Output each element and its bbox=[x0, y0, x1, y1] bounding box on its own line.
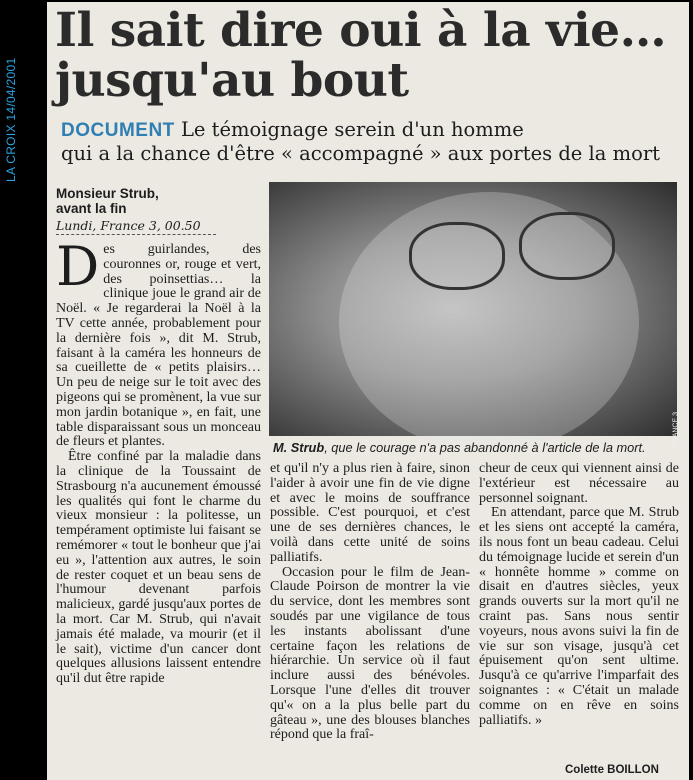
author-signature: Colette BOILLON bbox=[565, 764, 659, 776]
photo-caption bbox=[273, 440, 679, 455]
paragraph: En attendant, parce que M. Strub et les siens ont accepté la caméra, ils nous font un beau cadeau. Celui du témoignage lucide et serein d'un « honnête homme » comme on disait en d'autres siècles, yeux grands ouverts sur la mort qu'il ne craint pas. Sans nous sentir voyeurs, nous avons suivi la fin de vie sur son visage, jusqu'à cet épuisement qu'on sent ultime. Jusqu'à ce qu'arrive l'imparfait des soignantes : « C'était un malade comme on en rêve en soins palliatifs. » bbox=[479, 505, 679, 728]
rubric-title-line-2: avant la fin bbox=[56, 201, 127, 216]
paragraph: Être confiné par la maladie dans la clinique de la Toussaint de Strasbourg n'a aucunement émoussé les qualités qui font le charme du vieux monsieur : la politesse, un tempérament optimiste lui faisant se remémorer « tout le bonheur que j'ai eu », l'attention aux autres, le soin de rester coquet et un beau sens de l'humour devenant parfois malicieux, gardé jusqu'aux portes de la mort. Car M. Strub, qui n'avait jamais été malade, va mourir (et il le sait), victime d'un cancer dont quelques allusions laissent entendre qu'il dut être rapide bbox=[56, 449, 261, 687]
paragraph bbox=[56, 235, 261, 450]
paragraph: Occasion pour le film de Jean-Claude Poirson de montrer la vie du service, dont les membres sont soudés par une vigilance de tous les instants abolissant d'une certaine façon les relations de hiérarchie. Un service où il faut inclure aussi des bénévoles. Lorsque l'une d'elles dit trouver qu'« on a la plus belle part du gâteau », une des blouses blanches répond que la fraî- bbox=[270, 564, 470, 743]
deck-line-1-text: Le témoignage serein d'un homme bbox=[174, 118, 524, 141]
broadcast-schedule: Lundi, France 3, 00.50 bbox=[56, 218, 216, 235]
caption-name: M. Strub bbox=[273, 440, 325, 455]
deck-line-1 bbox=[61, 118, 681, 142]
headline bbox=[55, 3, 675, 108]
headline-line-1: Il sait dire oui à la vie… bbox=[55, 3, 667, 58]
deck-line-2: qui a la chance d'être « accompagné » aux portes de la mort bbox=[61, 142, 660, 165]
column-3 bbox=[479, 462, 679, 728]
portrait-photo bbox=[269, 182, 680, 447]
paragraph: et qu'il n'y a plus rien à faire, sinon l'aider à avoir une fin de vie digne et avec le moins de souffrance possible. C'est pourquoi, et c'est une de ses dernières chances, le voilà dans cette unité de soins palliatifs. bbox=[270, 461, 470, 565]
headline-line-2: jusqu'au bout bbox=[55, 53, 409, 108]
caption-text: , que le courage n'a pas abandonné à l'article de la mort. bbox=[324, 440, 646, 455]
photo-credit: FRANCE 3 bbox=[673, 412, 680, 447]
deck bbox=[61, 118, 681, 165]
source-label bbox=[0, 0, 36, 230]
deck-kicker: DOCUMENT bbox=[61, 120, 175, 141]
drop-cap: D bbox=[56, 235, 100, 298]
column-2 bbox=[270, 462, 470, 743]
column-1 bbox=[56, 186, 261, 687]
photo-glasses-shape bbox=[519, 212, 615, 280]
paragraph-text: es guirlandes, des couronnes or, rouge et vert, des poinsettias… la clinique joue le grand air de Noël. « Je regarderai la Noël à la TV cette année, probablement pour la dernière fois », dit M. Strub, faisant à la caméra les honneurs de sa cueillette de « petits plaisirs… Un peu de neige sur le toit avec des pigeons qui se promènent, la vue sur mon jardin botanique », en fait, une table disparaissant sous un monceau de fleurs et plantes. bbox=[56, 242, 261, 450]
source-label-text: LA CROIX 14/04/2001 bbox=[4, 57, 18, 182]
rubric-title-line-1: Monsieur Strub, bbox=[56, 186, 159, 201]
newspaper-clipping bbox=[47, 2, 689, 780]
photo-glasses-shape bbox=[409, 222, 505, 290]
paragraph: cheur de ceux qui viennent ainsi de l'extérieur est nécessaire au personnel soignant. bbox=[479, 461, 679, 506]
rubric-title bbox=[56, 186, 261, 216]
column-1-text bbox=[56, 235, 261, 687]
